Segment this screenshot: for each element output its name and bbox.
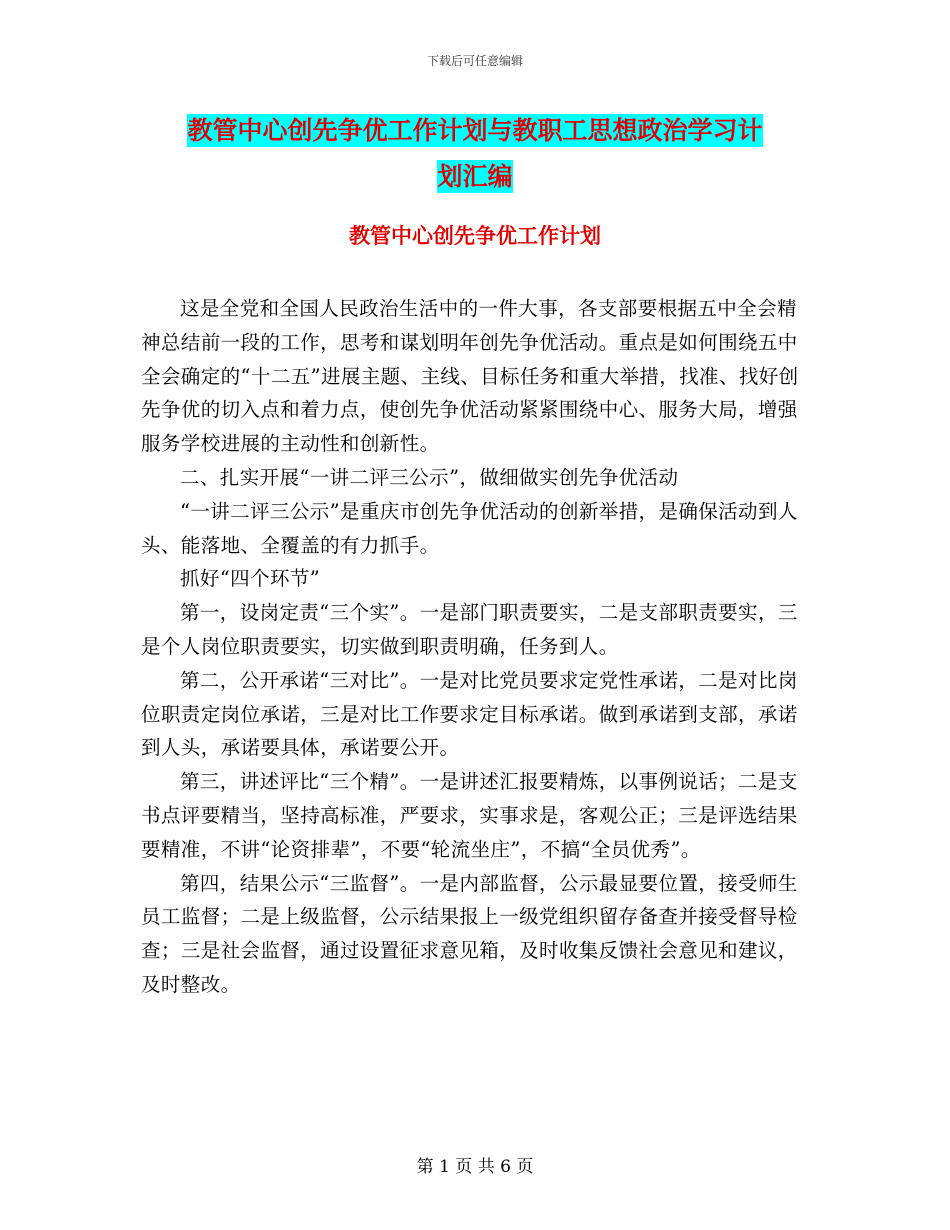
document-body bbox=[141, 292, 806, 1002]
page-number-footer: 第 1 页 共 6 页 bbox=[416, 1157, 534, 1177]
paragraph: 这是全党和全国人民政治生活中的一件大事，各支部要根据五中全会精神总结前一段的工作，思考和谋划明年创先争优活动。重点是如何围绕五中全会确定的“十二五”进展主题、主线、目标任务和重大举措，找准、找好创先争优的切入点和着力点，使创先争优活动紧紧围绕中心、服务大局，增强服务学校进展的主动性和创新性。 bbox=[141, 297, 799, 456]
paragraph: 第一，设岗定责“三个实”。一是部门职责要实，二是支部职责要实，三是个人岗位职责要实，切实做到职责明确，任务到人。 bbox=[141, 601, 798, 658]
paragraph: 第二，公开承诺“三对比”。一是对比党员要求定党性承诺，二是对比岗位职责定岗位承诺，三是对比工作要求定目标承诺。做到承诺到支部，承诺到人头，承诺要具体，承诺要公开。 bbox=[141, 668, 798, 760]
paragraph: 二、扎实开展“一讲二评三公示”，做细做实创先争优活动 bbox=[180, 465, 679, 489]
header-note: 下载后可任意编辑 bbox=[426, 54, 523, 68]
document-title-line-2: 划汇编 bbox=[437, 162, 513, 191]
document-title-line-1: 教管中心创先争优工作计划与教职工思想政治学习计 bbox=[187, 116, 763, 145]
paragraph: “一讲二评三公示”是重庆市创先争优活动的创新举措，是确保活动到人头、能落地、全覆盖的有力抓手。 bbox=[141, 499, 798, 557]
paragraph: 第三，讲述评比“三个精”。一是讲述汇报要精炼，以事例说话；二是支书点评要精当，坚持高标准，严要求，实事求是，客观公正；三是评选结果要精准，不讲“论资排辈”，不要“轮流坐庄”，不搞“全员优秀”。 bbox=[141, 770, 798, 861]
section-title: 教管中心创先争优工作计划 bbox=[349, 224, 601, 248]
paragraph: 抓好“四个环节” bbox=[180, 567, 321, 591]
document-title bbox=[150, 108, 800, 200]
paragraph: 第四，结果公示“三监督”。一是内部监督，公示最显要位置，接受师生员工监督；二是上级监督，公示结果报上一级党组织留存备查并接受督导检查；三是社会监督，通过设置征求意见箱，及时收集反馈社会意见和建议，及时整改。 bbox=[141, 871, 798, 996]
